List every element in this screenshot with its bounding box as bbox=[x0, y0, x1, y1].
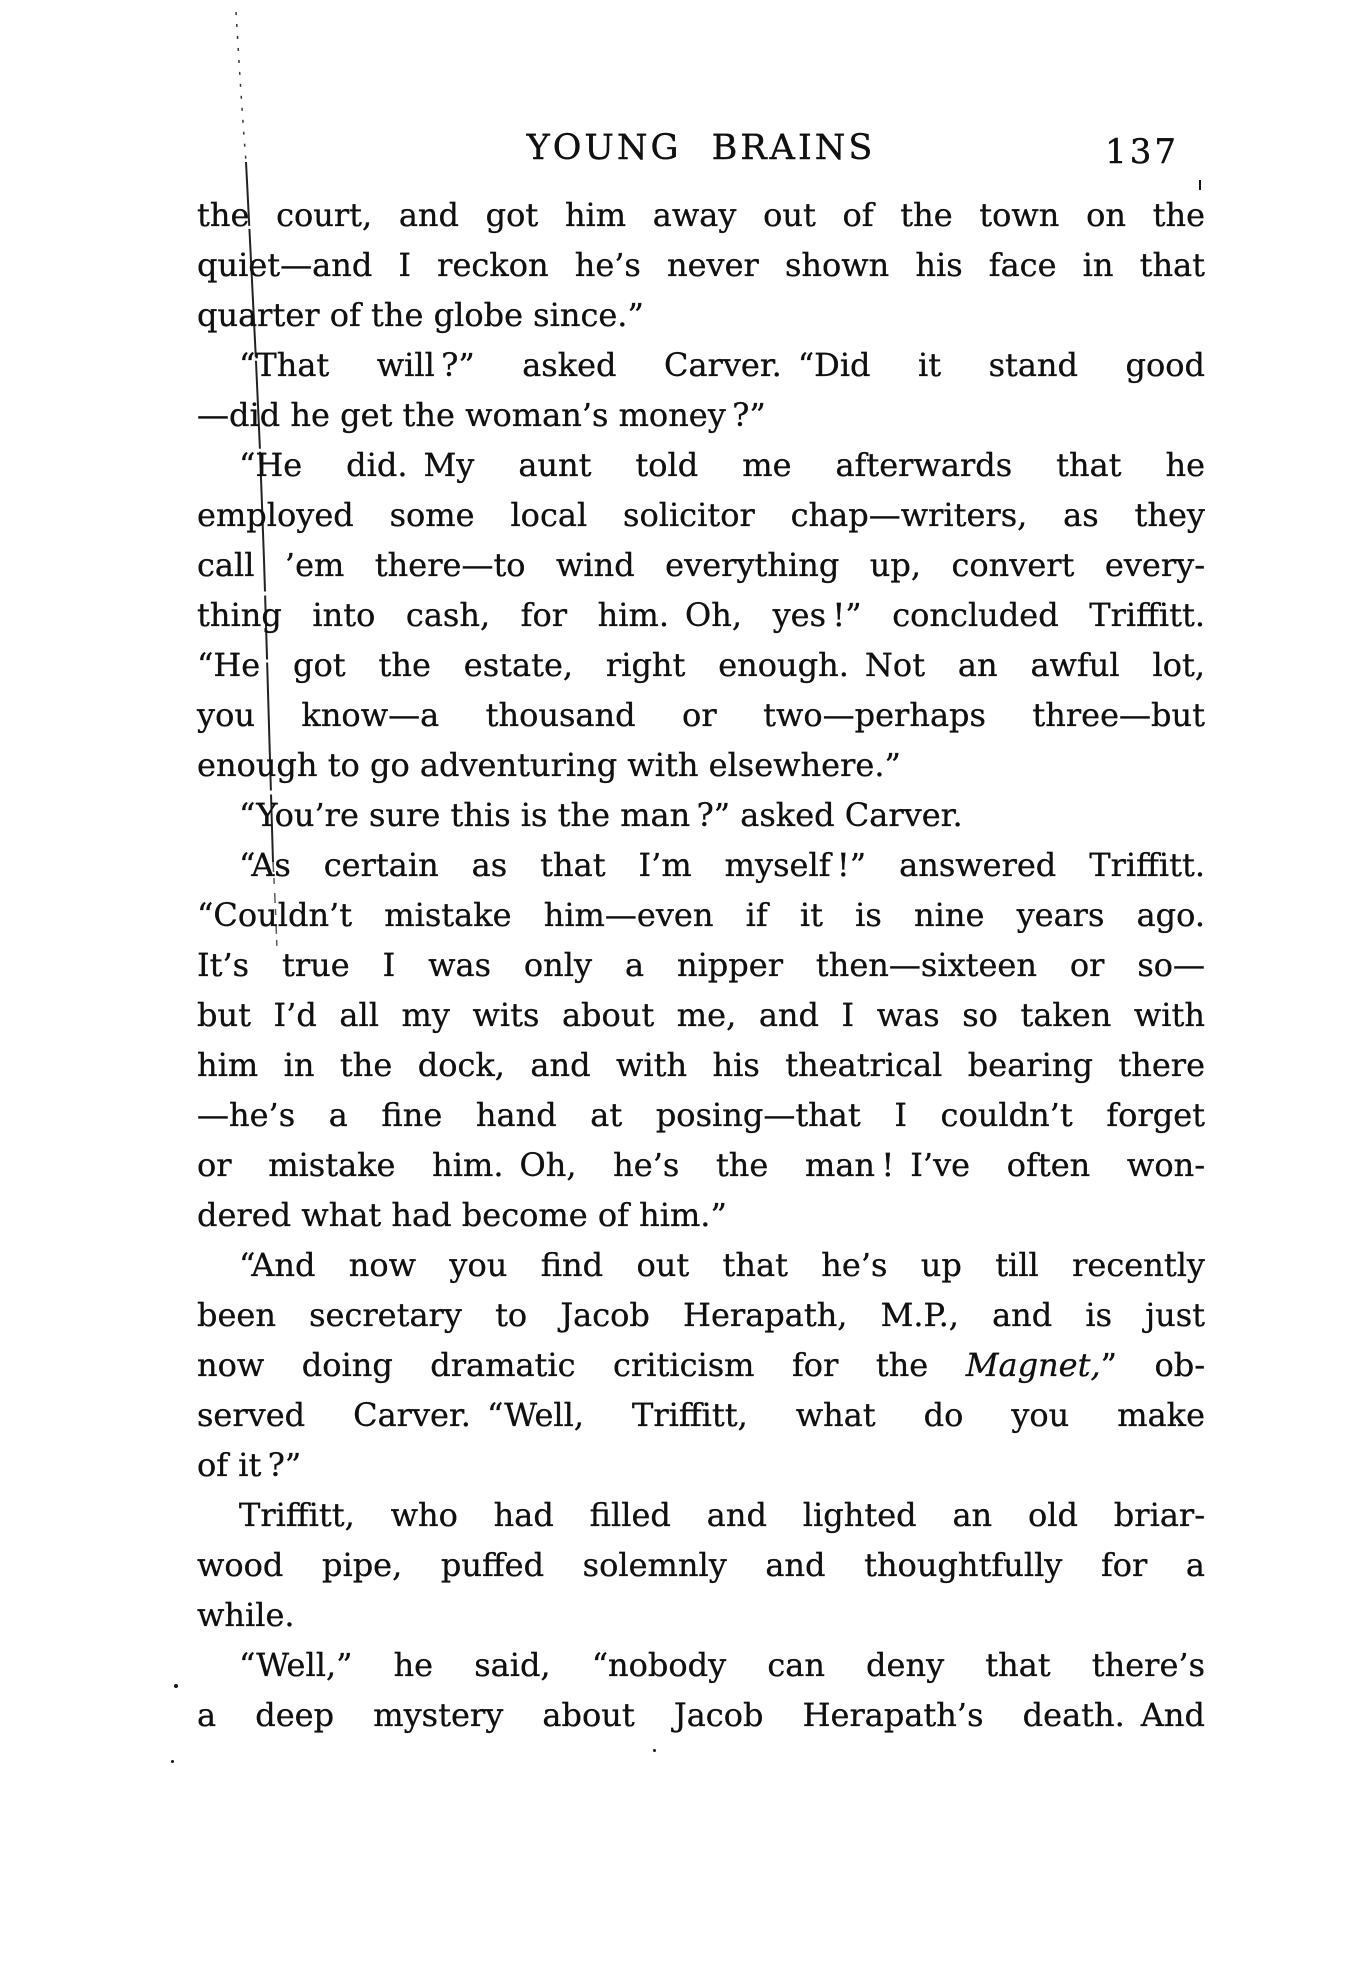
text-run: “He got the estate, right enough. Not an awful lot, bbox=[197, 646, 1205, 684]
text-line bbox=[197, 1140, 1205, 1190]
text-line bbox=[197, 240, 1205, 290]
text-run: “Couldn’t mistake him—even if it is nine years ago. bbox=[197, 896, 1205, 934]
text-line bbox=[197, 840, 1205, 890]
text-run: or mistake him. Oh, he’s the man ! I’ve often won- bbox=[197, 1146, 1205, 1184]
text-run: employed some local solicitor chap—writers, as they bbox=[197, 496, 1205, 534]
text-run: you know—a thousand or two—perhaps three—but bbox=[197, 696, 1205, 734]
text-line bbox=[197, 640, 1205, 690]
text-line bbox=[197, 190, 1205, 240]
text-line bbox=[197, 740, 1205, 790]
text-run: “Well,” he said, “nobody can deny that there’s bbox=[239, 1646, 1205, 1684]
text-line bbox=[197, 440, 1205, 490]
text-line bbox=[197, 1490, 1205, 1540]
text-run: dered what had become of him.” bbox=[197, 1196, 727, 1234]
text-line bbox=[197, 540, 1205, 590]
text-run: “You’re sure this is the man ?” asked Carver. bbox=[239, 796, 963, 834]
page-number: 137 bbox=[1105, 132, 1179, 172]
text-run: ” ob- bbox=[1100, 1346, 1206, 1384]
text-run: wood pipe, puffed solemnly and thoughtfully for a bbox=[197, 1546, 1205, 1584]
text-run: now doing dramatic criticism for the bbox=[197, 1346, 966, 1384]
text-line bbox=[197, 1590, 1205, 1640]
text-run: —did he get the woman’s money ?” bbox=[197, 396, 766, 434]
text-line bbox=[197, 1390, 1205, 1440]
text-line bbox=[197, 990, 1205, 1040]
text-line bbox=[197, 1440, 1205, 1490]
text-line bbox=[197, 1690, 1205, 1740]
text-run: quiet—and I reckon he’s never shown his face in that bbox=[197, 246, 1205, 284]
text-run: “He did. My aunt told me afterwards that he bbox=[239, 446, 1205, 484]
page-header bbox=[197, 126, 1205, 174]
text-run: the court, and got him away out of the town on the bbox=[197, 196, 1205, 234]
text-line bbox=[197, 1090, 1205, 1140]
text-line bbox=[197, 1240, 1205, 1290]
text-line bbox=[197, 1340, 1205, 1390]
text-run: “And now you find out that he’s up till recently bbox=[239, 1246, 1205, 1284]
text-run: Triffitt, who had filled and lighted an old briar- bbox=[239, 1496, 1205, 1534]
text-line bbox=[197, 690, 1205, 740]
text-line bbox=[197, 790, 1205, 840]
text-run: quarter of the globe since.” bbox=[197, 296, 644, 334]
text-run: enough to go adventuring with elsewhere.” bbox=[197, 746, 901, 784]
text-run: thing into cash, for him. Oh, yes !” concluded Triffitt. bbox=[197, 596, 1205, 634]
text-line bbox=[197, 290, 1205, 340]
text-run: him in the dock, and with his theatrical bearing there bbox=[197, 1046, 1205, 1084]
text-line bbox=[197, 1040, 1205, 1090]
body-text bbox=[197, 190, 1205, 1740]
text-run: “As certain as that I’m myself !” answered Triffitt. bbox=[239, 846, 1205, 884]
text-run: been secretary to Jacob Herapath, M.P., and is just bbox=[197, 1296, 1205, 1334]
italic-text: Magnet, bbox=[965, 1346, 1101, 1384]
text-run: It’s true I was only a nipper then—sixteen or so— bbox=[197, 946, 1205, 984]
ink-speck bbox=[174, 1684, 178, 1688]
text-line bbox=[197, 890, 1205, 940]
text-line bbox=[197, 1540, 1205, 1590]
running-title: YOUNG BRAINS bbox=[526, 128, 876, 168]
text-line bbox=[197, 940, 1205, 990]
ink-speck bbox=[1199, 180, 1201, 190]
text-run: —he’s a fine hand at posing—that I couldn’t forget bbox=[197, 1096, 1205, 1134]
text-run: while. bbox=[197, 1596, 295, 1634]
text-line bbox=[197, 1190, 1205, 1240]
text-run: of it ?” bbox=[197, 1446, 302, 1484]
text-line bbox=[197, 490, 1205, 540]
text-run: served Carver. “Well, Triffitt, what do you make bbox=[197, 1396, 1205, 1434]
text-run: but I’d all my wits about me, and I was so taken with bbox=[197, 996, 1205, 1034]
text-line bbox=[197, 1290, 1205, 1340]
text-run: call ’em there—to wind everything up, convert every- bbox=[197, 546, 1205, 584]
text-line bbox=[197, 340, 1205, 390]
text-run: a deep mystery about Jacob Herapath’s death. And bbox=[197, 1696, 1205, 1734]
text-line bbox=[197, 390, 1205, 440]
ink-speck bbox=[171, 1760, 174, 1763]
ink-speck bbox=[653, 1749, 656, 1752]
text-line bbox=[197, 590, 1205, 640]
text-run: “That will ?” asked Carver. “Did it stand good bbox=[239, 346, 1205, 384]
text-line bbox=[197, 1640, 1205, 1690]
